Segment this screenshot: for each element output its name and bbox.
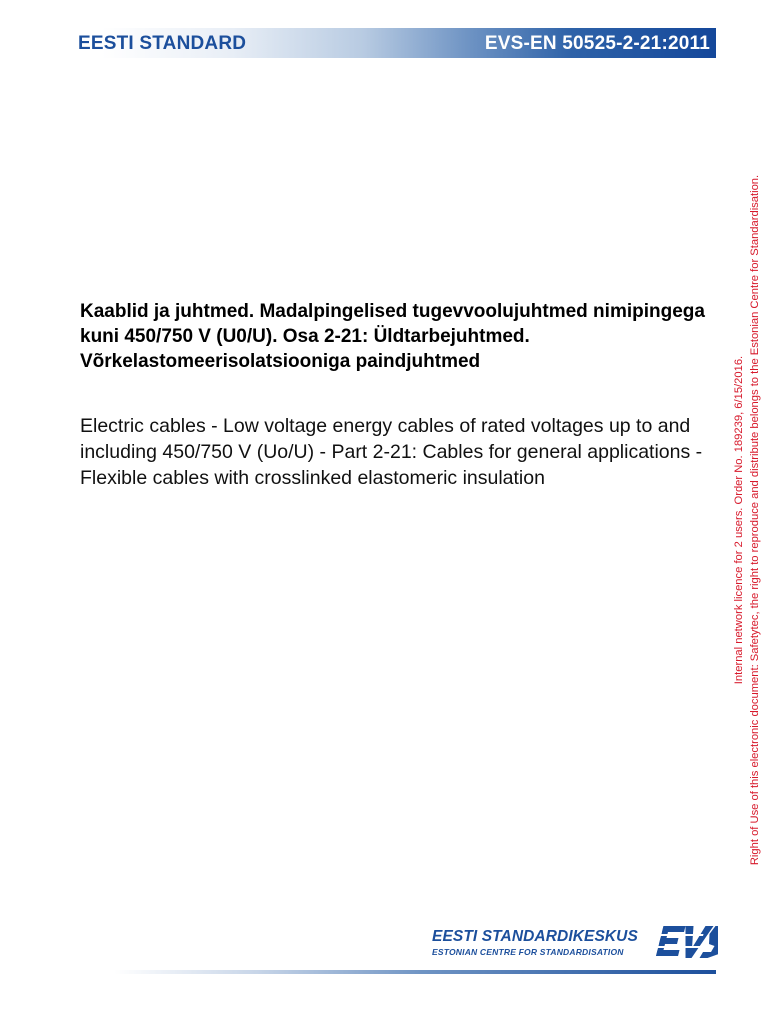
license-notice <box>731 160 763 880</box>
license-notice-line-2: Right of Use of this electronic document: Safetytec, the right to reproduce and distribute belongs to the Estonian Centre for Standardisation. <box>749 174 761 866</box>
title-estonian: Kaablid ja juhtmed. Madalpingelised tugevvoolujuhtmed nimipingega kuni 450/750 V (U0/U). Osa 2-21: Üldtarbejuhtmed. Võrkelastomeerisolatsiooniga paindjuhtmed <box>80 301 705 372</box>
logo-subtitle: ESTONIAN CENTRE FOR STANDARDISATION <box>432 947 624 957</box>
title-english: Electric cables - Low voltage energy cables of rated voltages up to and including 450/750 V (Uo/U) - Part 2-21: Cables for general applications - Flexible cables with crosslinked elastomeric insulation <box>80 415 703 489</box>
license-notice-line-1: Internal network licence for 2 users. Order No. 189239, 6/15/2016. <box>733 355 745 685</box>
evs-logo <box>420 924 720 970</box>
series-label: EESTI STANDARD <box>78 33 247 54</box>
evs-logo-mark-icon <box>656 924 718 960</box>
standard-code: EVS-EN 50525-2-21:2011 <box>484 33 710 54</box>
logo-name: EESTI STANDARDIKESKUS <box>432 928 638 945</box>
footer-rule <box>62 970 716 974</box>
